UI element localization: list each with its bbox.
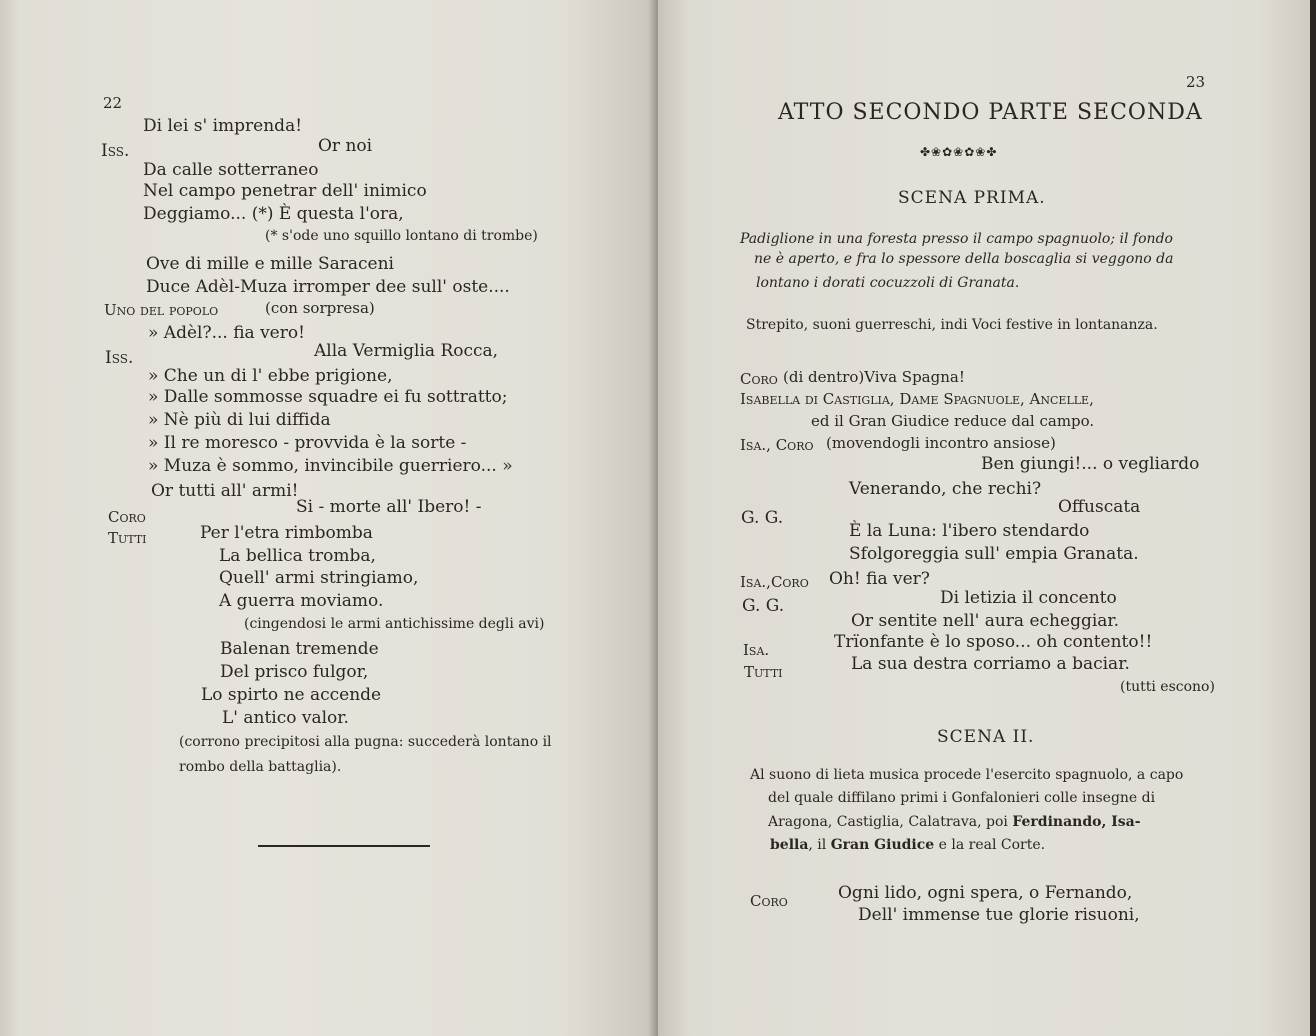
verse-line: Oh! fia ver?	[829, 569, 930, 589]
verse-line: Quell' armi stringiamo,	[219, 568, 419, 588]
stage-direction: del quale diffilano primi i Gonfalonieri colle insegne di	[768, 790, 1156, 806]
scene-title: SCENA PRIMA.	[898, 188, 1046, 208]
stage-direction-text: Aragona, Castiglia, Calatrava, poi	[768, 814, 1008, 830]
speaker-label: G. G.	[741, 508, 784, 528]
stage-direction: Strepito, suoni guerreschi, indi Voci festive in lontananza.	[746, 317, 1158, 333]
speaker-label: G. G.	[742, 596, 785, 616]
verse-line: » Muza è sommo, invincibile guerriero... »	[148, 456, 513, 476]
verse-line: Sfolgoreggia sull' empia Granata.	[849, 544, 1139, 564]
verse-line: » Che un di l' ebbe prigione,	[148, 366, 393, 386]
verse-line: Or noi	[318, 136, 373, 156]
stage-direction: (corrono precipitosi alla pugna: succederà lontano il	[179, 734, 552, 750]
speaker-label: Coro	[740, 370, 778, 388]
verse-line: Ove di mille e mille Saraceni	[146, 254, 394, 274]
stage-direction: rombo della battaglia).	[179, 759, 342, 775]
verse-line: Per l'etra rimbomba	[200, 523, 373, 543]
speaker-label: Isa., Coro	[740, 436, 814, 454]
verse-line: Or tutti all' armi!	[151, 481, 299, 501]
stage-direction: Padiglione in una foresta presso il campo spagnuolo; il fondo	[740, 231, 1173, 247]
speaker-label: Tutti	[108, 529, 147, 547]
page-number: 23	[1186, 73, 1206, 91]
character-name: Ferdinando, Isa-	[1012, 814, 1141, 830]
verse-line: » Dalle sommosse squadre ei fu sottratto;	[148, 387, 508, 407]
scene-title: SCENA II.	[937, 727, 1035, 747]
stage-direction: (tutti escono)	[1120, 679, 1215, 695]
verse-line: L' antico valor.	[222, 708, 349, 728]
verse-line: Trïonfante è lo sposo... oh contento!!	[834, 632, 1153, 652]
verse-line: Di lei s' imprenda!	[143, 116, 303, 136]
stage-direction: Al suono di lieta musica procede l'esercito spagnuolo, a capo	[750, 767, 1184, 783]
verse-line: » Nè più di lui diffida	[148, 410, 331, 430]
verse-line: È la Luna: l'ibero stendardo	[849, 521, 1090, 541]
verse-line: Di letizia il concento	[940, 588, 1117, 608]
end-rule	[258, 845, 430, 847]
verse-line: Del prisco fulgor,	[220, 662, 369, 682]
stage-direction: (con sorpresa)	[265, 299, 375, 317]
speaker-label: Coro	[750, 892, 788, 910]
speaker-label: Iss.	[105, 348, 134, 368]
verse-line: Ogni lido, ogni spera, o Fernando,	[838, 883, 1133, 903]
verse-line: (di dentro)Viva Spagna!	[783, 368, 965, 386]
verse-line: Offuscata	[1058, 497, 1141, 517]
character-name: bella	[770, 837, 809, 853]
verse-line: » Il re moresco - provvida è la sorte -	[148, 433, 467, 453]
stage-direction: ed il Gran Giudice reduce dal campo.	[811, 412, 1095, 430]
act-heading: ATTO SECONDO PARTE SECONDA	[778, 100, 1203, 125]
verse-line: Da calle sotterraneo	[143, 160, 319, 180]
verse-line: La bellica tromba,	[219, 546, 376, 566]
stage-direction: ne è aperto, e fra lo spessore della boscaglia si veggono da	[754, 251, 1174, 267]
ornament-divider: ✤❀✿❀✿❀✤	[920, 145, 998, 159]
verse-line: Duce Adèl-Muza irromper dee sull' oste....	[146, 277, 510, 297]
speaker-label: Isa.,Coro	[740, 573, 809, 591]
speaker-label: Isa.	[743, 641, 770, 659]
verse-line: Lo spirto ne accende	[201, 685, 382, 705]
stage-direction: (movendogli incontro ansiose)	[826, 434, 1056, 452]
verse-line: Or sentite nell' aura echeggiar.	[851, 611, 1120, 631]
verse-line: » Adèl?... fia vero!	[148, 323, 305, 343]
character-name: Gran Giudice	[830, 837, 935, 853]
right-page	[658, 0, 1310, 1036]
stage-direction	[770, 838, 1045, 852]
verse-line: Ben giungi!... o vegliardo	[981, 454, 1200, 474]
verse-line: Dell' immense tue glorie risuoni,	[858, 905, 1140, 925]
book-edge	[1310, 0, 1316, 1036]
verse-line: Venerando, che rechi?	[849, 479, 1042, 499]
verse-line: La sua destra corriamo a baciar.	[851, 654, 1130, 674]
speaker-label: Iss.	[101, 141, 130, 161]
verse-line: Nel campo penetrar dell' inimico	[143, 181, 427, 201]
verse-line: A guerra moviamo.	[219, 591, 384, 611]
verse-line: Deggiamo... (*) È questa l'ora,	[143, 204, 404, 224]
verse-line: Balenan tremende	[220, 639, 379, 659]
speaker-label: Uno del popolo	[104, 301, 219, 319]
speaker-label: Tutti	[744, 663, 783, 681]
page-number: 22	[103, 94, 123, 112]
verse-line: Alla Vermiglia Rocca,	[314, 341, 499, 361]
verse-line: Si - morte all' Ibero! -	[296, 497, 482, 517]
stage-direction: (cingendosi le armi antichissime degli avi)	[244, 616, 545, 632]
stage-direction: (* s'ode uno squillo lontano di trombe)	[265, 228, 538, 244]
stage-direction	[768, 815, 1141, 829]
stage-direction-text: , il	[808, 837, 827, 853]
character-list: Isabella di Castiglia, Dame Spagnuole, Ancelle,	[740, 390, 1094, 408]
speaker-label: Coro	[108, 508, 146, 526]
stage-direction: lontano i dorati cocuzzoli di Granata.	[756, 275, 1020, 291]
stage-direction-text: e la real Corte.	[938, 837, 1046, 853]
